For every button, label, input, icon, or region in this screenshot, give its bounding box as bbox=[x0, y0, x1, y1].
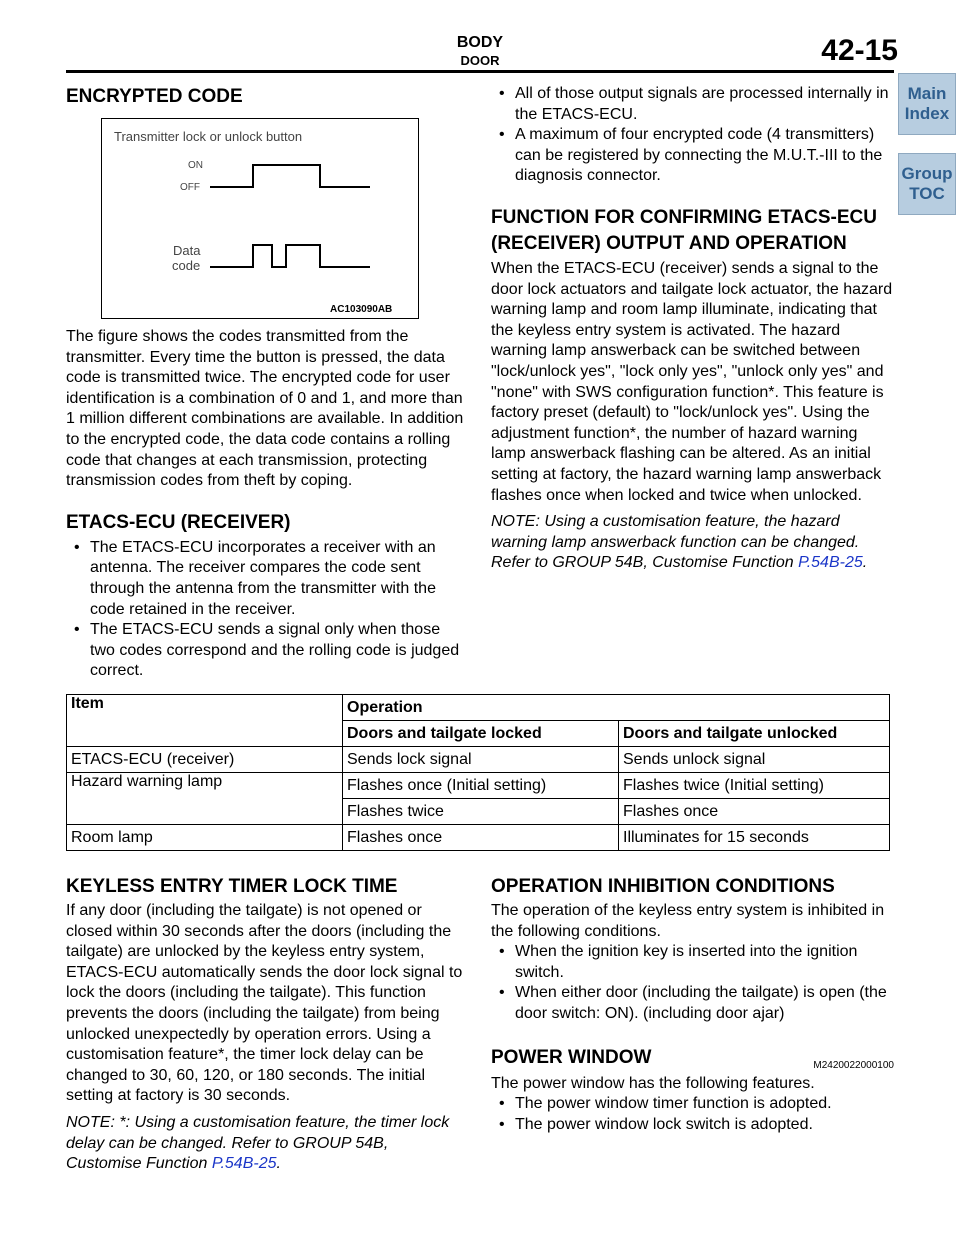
main-index-label-2: Index bbox=[904, 104, 950, 123]
main-index-button[interactable] bbox=[898, 73, 956, 135]
operation-table bbox=[66, 694, 890, 851]
confirm-heading: FUNCTION FOR CONFIRMING ETACS-ECU (RECEIVER) OUTPUT AND OPERATION bbox=[491, 206, 877, 254]
fig-label-top: Transmitter lock or unlock button bbox=[114, 129, 303, 144]
data-code-waveform bbox=[210, 245, 370, 267]
timer-note-text: NOTE: *: Using a customisation feature, the timer lock delay can be changed. Refer to GROUP 54B, Customise Function bbox=[66, 1113, 450, 1173]
receiver-heading: ETACS-ECU (RECEIVER) bbox=[66, 511, 291, 533]
inhibit-bullets bbox=[491, 942, 894, 1024]
confirm-paragraph: When the ETACS-ECU (receiver) sends a signal to the door lock actuators and tailgate lock actuator, the hazard warning lamp and room lamp illuminate, indicating that the keyless entry system is activated. The hazard warning lamp answerback can be switched between "lock/unlock yes", "lock only yes", "unlock only yes" and "none" with SWS configuration function*. This feature is factory preset (default) to "lock/unlock yes". Using the adjustment function*, the number of hazard warning lamp answerback flashing can be altered. As an initial setting at factory, the hazard warning lamp answerback flashes once when locked and twice when unlocked. bbox=[491, 259, 893, 504]
encrypted-paragraph: The figure shows the codes transmitted from the transmitter. Every time the button is pressed, the data code is transmitted twice. The encrypted code for user identification is a combination of 0 and 1, and more than 1 million different combinations are available. In addition to the encrypted code, the data code contains a rolling code that changes at each transmission, protecting transmission codes from theft by coping. bbox=[66, 328, 464, 490]
timer-note-end: . bbox=[276, 1155, 281, 1173]
left-column-body bbox=[66, 327, 468, 682]
confirm-note-text: NOTE: Using a customisation feature, the hazard warning lamp answerback function can be changed. Refer to GROUP 54B, Customise Function bbox=[491, 513, 860, 572]
power-bullets bbox=[491, 1094, 894, 1135]
table-cell-unlocked: Flashes once bbox=[619, 799, 890, 825]
timer-heading: KEYLESS ENTRY TIMER LOCK TIME bbox=[66, 876, 398, 897]
fig-id: AC103090AB bbox=[330, 304, 393, 315]
inhibit-bullet: • When the ignition key is inserted into the ignition switch. bbox=[491, 942, 894, 983]
table-row bbox=[67, 825, 890, 851]
table-cell-locked: Flashes once bbox=[343, 825, 619, 851]
timer-note-link[interactable]: P.54B-25 bbox=[211, 1155, 277, 1173]
encrypted-code-heading: ENCRYPTED CODE bbox=[66, 86, 243, 107]
table-cell-item: ETACS-ECU (receiver) bbox=[67, 747, 343, 773]
table-cell-locked: Flashes twice bbox=[343, 799, 619, 825]
confirm-note bbox=[491, 512, 894, 574]
table-cell-locked: Flashes once (Initial setting) bbox=[343, 773, 619, 799]
fig-off-label: OFF bbox=[180, 182, 200, 193]
table-row bbox=[67, 773, 890, 799]
table-cell-unlocked: Illuminates for 15 seconds bbox=[619, 825, 890, 851]
receiver-bullets bbox=[66, 538, 468, 682]
table-cell-item: Room lamp bbox=[67, 825, 343, 851]
button-waveform bbox=[210, 165, 370, 187]
output-bullet: • A maximum of four encrypted code (4 transmitters) can be registered by connecting the M.U.T.-III to the diagnosis connector. bbox=[491, 125, 894, 187]
power-code: M2420022000100 bbox=[813, 1059, 894, 1071]
receiver-bullet: • The ETACS-ECU sends a signal only when those two codes correspond and the rolling code is judged correct. bbox=[66, 620, 468, 682]
group-toc-button[interactable] bbox=[898, 153, 956, 215]
inhibit-section bbox=[491, 874, 894, 1135]
table-cell-unlocked: Flashes twice (Initial setting) bbox=[619, 773, 890, 799]
fig-data-label: Data bbox=[173, 243, 201, 258]
power-heading-row bbox=[491, 1045, 894, 1071]
table-header-item: Item bbox=[67, 695, 343, 747]
inhibit-paragraph: The operation of the keyless entry system is inhibited in the following conditions. bbox=[491, 902, 885, 940]
fig-code-label: code bbox=[172, 258, 201, 273]
table-cell-locked: Sends lock signal bbox=[343, 747, 619, 773]
power-heading: POWER WINDOW bbox=[491, 1046, 652, 1068]
inhibit-bullet: • When either door (including the tailgate) is open (the door switch: ON). (including door ajar) bbox=[491, 983, 894, 1024]
table-header-unlocked: Doors and tailgate unlocked bbox=[619, 721, 890, 747]
power-bullet: • The power window lock switch is adopted. bbox=[491, 1115, 894, 1136]
left-column-top bbox=[66, 84, 466, 110]
power-paragraph: The power window has the following features. bbox=[491, 1074, 815, 1092]
main-index-label-1: Main bbox=[907, 84, 947, 103]
right-column bbox=[491, 84, 894, 574]
output-bullet: • All of those output signals are processed internally in the ETACS-ECU. bbox=[491, 84, 894, 125]
power-bullet: • The power window timer function is adopted. bbox=[491, 1094, 894, 1115]
timer-note bbox=[66, 1113, 468, 1175]
table-header-operation: Operation bbox=[343, 695, 890, 721]
table-header-locked: Doors and tailgate locked bbox=[343, 721, 619, 747]
confirm-note-end: . bbox=[862, 554, 868, 572]
signal-figure bbox=[101, 118, 419, 319]
group-toc-label-2: TOC bbox=[909, 184, 945, 203]
table-cell-item: Hazard warning lamp bbox=[67, 773, 343, 825]
table-row bbox=[67, 747, 890, 773]
fig-on-label: ON bbox=[188, 160, 203, 171]
timer-paragraph: If any door (including the tailgate) is not opened or closed within 30 seconds after the doors (including the tailgate) are unlocked by the keyless entry system, ETACS-ECU automatically sends the door lock signal to lock the doors (including the tailgate). This function prevents the doors (including the tailgate) from being unlocked unexpectedly by operation errors. Using a customisation feature*, the timer lock delay can be changed to 30, 60, 120, or 180 seconds. The initial setting at factory is 30 seconds. bbox=[66, 902, 463, 1105]
header-title: BODY bbox=[456, 34, 504, 51]
signal-waveform bbox=[102, 119, 418, 318]
table-cell-unlocked: Sends unlock signal bbox=[619, 747, 890, 773]
timer-section bbox=[66, 874, 468, 1175]
header-rule bbox=[66, 70, 894, 73]
page-number: 42-15 bbox=[821, 34, 898, 67]
inhibit-heading: OPERATION INHIBITION CONDITIONS bbox=[491, 876, 835, 897]
output-bullets bbox=[491, 84, 894, 187]
header-subtitle: DOOR bbox=[460, 53, 500, 68]
confirm-note-link[interactable]: P.54B-25 bbox=[798, 554, 863, 572]
group-toc-label-1: Group bbox=[901, 164, 953, 183]
receiver-bullet: • The ETACS-ECU incorporates a receiver with an antenna. The receiver compares the code sent through the antenna from the transmitter with the code retained in the receiver. bbox=[66, 538, 468, 620]
